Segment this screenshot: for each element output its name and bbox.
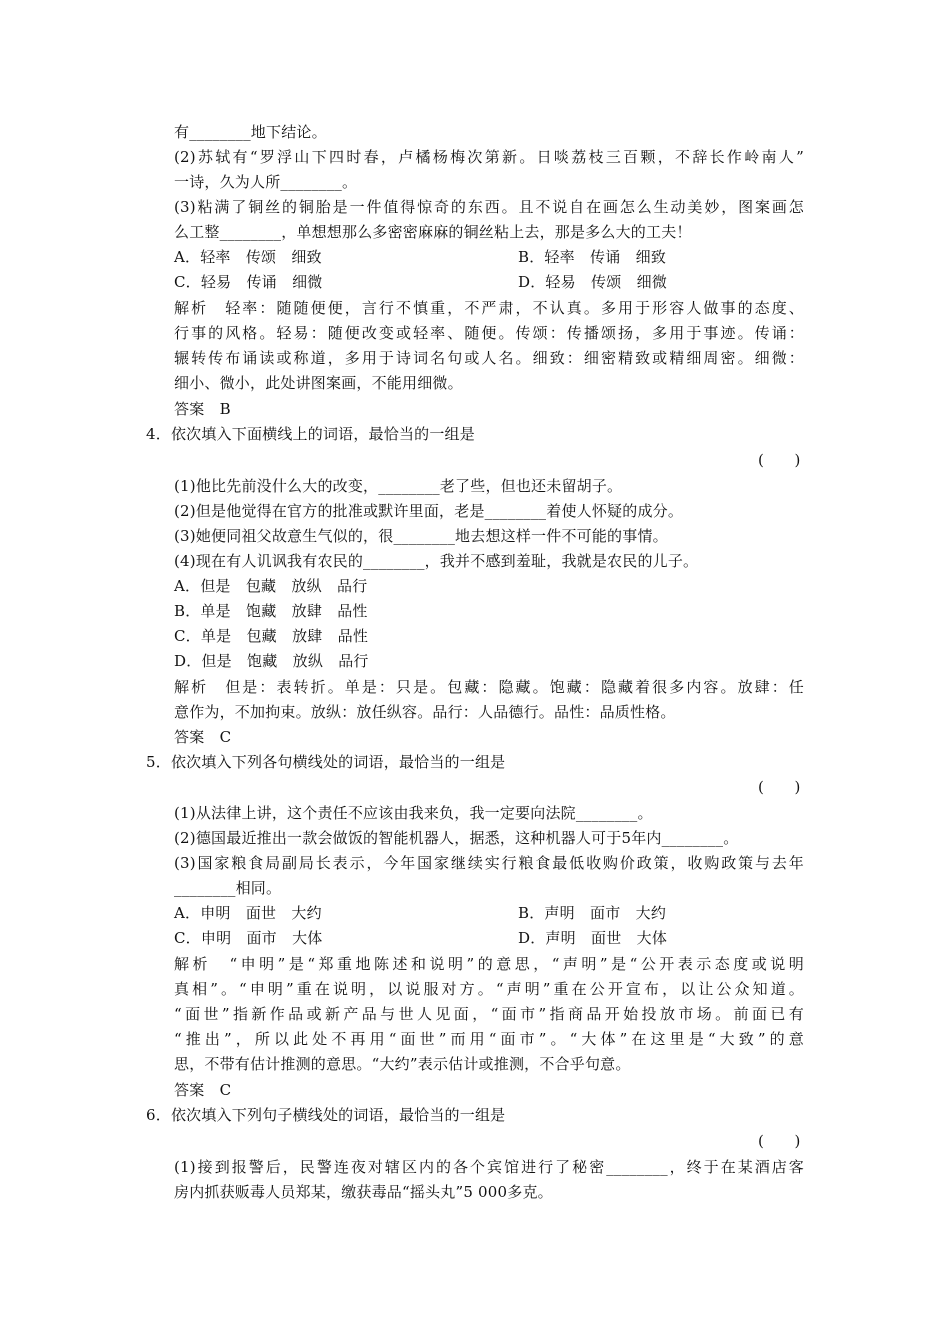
option-c: C．轻易 传诵 细微 xyxy=(174,273,323,291)
text-line: (2)德国最近推出一款会做饭的智能机器人，据悉，这种机器人可于5年内________。 xyxy=(174,829,739,847)
option-d: D．但是 饱藏 放纵 品行 xyxy=(174,652,369,670)
answer-bracket: ( ) xyxy=(758,451,801,469)
option-c: C．单是 包藏 放肆 品性 xyxy=(174,627,369,645)
text-line: (2)但是他觉得在官方的批准或默许里面，老是________着使人怀疑的成分。 xyxy=(174,502,684,520)
option-a: A．申明 面世 大约 xyxy=(174,904,322,922)
option-c: C．申明 面市 大体 xyxy=(174,929,323,947)
option-b: B．轻率 传诵 细致 xyxy=(518,248,667,266)
option-b: B．单是 饱藏 放肆 品性 xyxy=(174,602,368,620)
explanation-line: 行事的风格。轻易：随便改变或轻率、随便。传颂：传播颂扬，多用于事迹。传诵： xyxy=(174,324,804,342)
text-line: (3)粘满了铜丝的铜胎是一件值得惊奇的东西。且不说自在画怎么生动美妙，图案画怎 xyxy=(174,198,804,216)
option-d: D．轻易 传颂 细微 xyxy=(518,273,668,291)
explanation-line: 解析 但是：表转折。单是：只是。包藏：隐藏。饱藏：隐藏着很多内容。放肆：任 xyxy=(174,678,804,696)
text-line: (4)现在有人讥讽我有农民的________，我并不感到羞耻，我就是农民的儿子。 xyxy=(174,552,699,570)
answer-bracket: ( ) xyxy=(758,1132,801,1150)
text-line: ________相同。 xyxy=(174,879,282,897)
explanation-line: “面世”指新作品或新产品与世人见面，“面市”指商品开始投放市场。前面已有 xyxy=(174,1005,804,1023)
text-line: (3)她便同祖父故意生气似的，很________地去想这样一件不可能的事情。 xyxy=(174,527,668,545)
text-line: 么工整________，单想想那么多密密麻麻的铜丝粘上去，那是多么大的工夫！ xyxy=(174,223,692,241)
text-line: (1)从法律上讲，这个责任不应该由我来负，我一定要向法院________。 xyxy=(174,804,653,822)
text-line: 一诗，久为人所________。 xyxy=(174,173,358,191)
option-d: D．声明 面世 大体 xyxy=(518,929,668,947)
explanation-line: 意作为，不加拘束。放纵：放任纵容。品行：人品德行。品性：品质性格。 xyxy=(174,703,676,721)
text-line: (1)他比先前没什么大的改变，________老了些，但也还未留胡子。 xyxy=(174,477,623,495)
question-5-title: 5．依次填入下列各句横线处的词语，最恰当的一组是 xyxy=(146,753,506,771)
explanation-line: 解析 轻率：随随便便，言行不慎重，不严肃，不认真。多用于形容人做事的态度、 xyxy=(174,299,804,317)
explanation-line: 真相”。“申明”重在说明，以说服对方。“声明”重在公开宣布，以让公众知道。 xyxy=(174,980,804,998)
option-b: B．声明 面市 大约 xyxy=(518,904,667,922)
option-a: A．但是 包藏 放纵 品行 xyxy=(174,577,368,595)
explanation-line: 辗转传布诵读或称道，多用于诗词名句或人名。细致：细密精致或精细周密。细微： xyxy=(174,349,804,367)
answer-line: 答案 C xyxy=(174,1081,232,1099)
text-line: 房内抓获贩毒人员郑某，缴获毒品“摇头丸”5 000多克。 xyxy=(174,1183,553,1201)
explanation-line: 解析 “申明”是“郑重地陈述和说明”的意思，“声明”是“公开表示态度或说明 xyxy=(174,955,804,973)
answer-bracket: ( ) xyxy=(758,778,801,796)
answer-line: 答案 C xyxy=(174,728,232,746)
text-line: 有________地下结论。 xyxy=(174,123,327,141)
explanation-line: 细小、微小，此处讲图案画，不能用细微。 xyxy=(174,374,463,392)
option-a: A．轻率 传颂 细致 xyxy=(174,248,322,266)
answer-line: 答案 B xyxy=(174,400,231,418)
explanation-line: “推出”，所以此处不再用“面世”而用“面市”。“大体”在这里是“大致”的意 xyxy=(174,1030,804,1048)
text-line: (2)苏轼有“罗浮山下四时春，卢橘杨梅次第新。日啖荔枝三百颗，不辞长作岭南人” xyxy=(174,148,804,166)
question-4-title: 4．依次填入下面横线上的词语，最恰当的一组是 xyxy=(146,425,475,443)
text-line: (3)国家粮食局副局长表示，今年国家继续实行粮食最低收购价政策，收购政策与去年 xyxy=(174,854,804,872)
question-6-title: 6．依次填入下列句子横线处的词语，最恰当的一组是 xyxy=(146,1106,506,1124)
text-line: (1)接到报警后，民警连夜对辖区内的各个宾馆进行了秘密________，终于在某酒店客 xyxy=(174,1158,804,1176)
explanation-line: 思，不带有估计推测的意思。“大约”表示估计或推测，不合乎句意。 xyxy=(174,1055,631,1073)
